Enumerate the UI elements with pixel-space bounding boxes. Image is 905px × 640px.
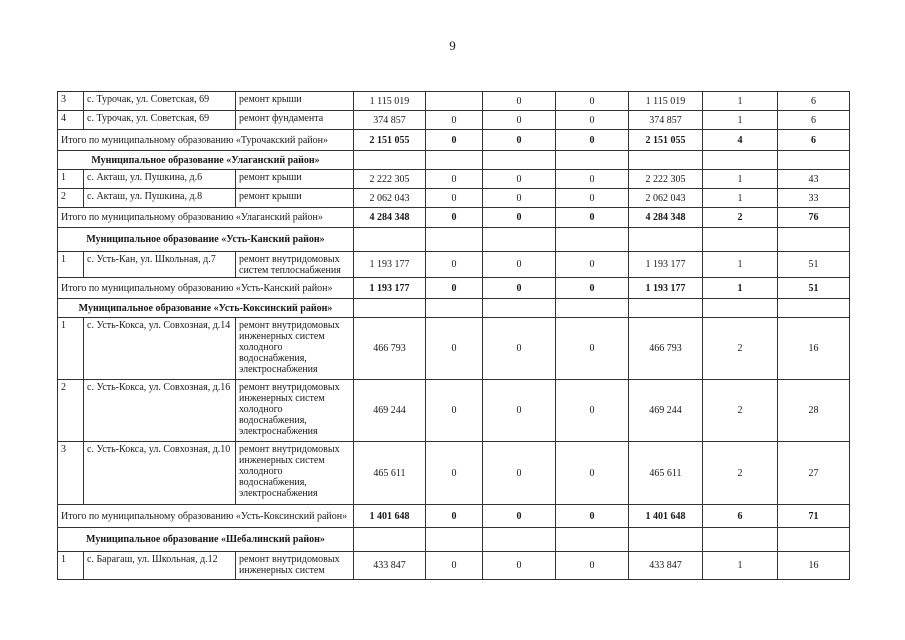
empty-cell [556,299,629,318]
value-cell: 0 [556,318,629,380]
value-cell: 2 [703,318,778,380]
value-cell: 0 [483,252,556,278]
empty-cell [778,228,850,252]
value-cell: 28 [778,380,850,442]
empty-cell [426,299,483,318]
total-value-cell: 4 284 348 [629,208,703,228]
value-cell: 466 793 [629,318,703,380]
value-cell: 0 [556,189,629,208]
value-cell: 6 [778,92,850,111]
value-cell: 465 611 [629,442,703,505]
value-cell: 0 [556,252,629,278]
total-value-cell: 2 [703,208,778,228]
value-cell: 1 [703,111,778,130]
empty-cell [556,228,629,252]
row-number: 1 [58,318,84,380]
value-cell: 1 193 177 [629,252,703,278]
value-cell: 6 [778,111,850,130]
value-cell: 0 [556,170,629,189]
value-cell: 0 [426,170,483,189]
empty-cell [483,528,556,552]
value-cell: 0 [556,111,629,130]
work-type-cell: ремонт крыши [236,92,354,111]
address-cell: с. Усть-Кокса, ул. Совхозная, д.16 [84,380,236,442]
value-cell: 0 [426,189,483,208]
table-row [58,111,850,130]
work-type-cell: ремонт внутридомовых инженерных систем [236,552,354,580]
total-row [58,208,850,228]
empty-cell [556,528,629,552]
total-value-cell: 4 284 348 [354,208,426,228]
work-type-cell: ремонт крыши [236,189,354,208]
total-row [58,278,850,299]
value-cell: 0 [483,111,556,130]
value-cell: 0 [556,92,629,111]
table-row [58,252,850,278]
empty-cell [778,151,850,170]
empty-cell [703,228,778,252]
section-heading-row [58,528,850,552]
value-cell: 469 244 [354,380,426,442]
empty-cell [354,528,426,552]
section-heading-row [58,151,850,170]
empty-cell [629,528,703,552]
total-value-cell: 1 401 648 [629,505,703,528]
address-cell: с. Турочак, ул. Советская, 69 [84,111,236,130]
value-cell: 0 [426,380,483,442]
table-row [58,442,850,505]
value-cell: 0 [426,318,483,380]
empty-cell [426,228,483,252]
value-cell [426,92,483,111]
value-cell: 0 [483,552,556,580]
row-number: 1 [58,252,84,278]
table-row [58,92,850,111]
total-value-cell: 0 [556,208,629,228]
total-value-cell: 0 [426,130,483,151]
address-cell: с. Усть-Кокса, ул. Совхозная, д.10 [84,442,236,505]
total-value-cell: 0 [483,208,556,228]
total-value-cell: 76 [778,208,850,228]
value-cell: 51 [778,252,850,278]
value-cell: 2 062 043 [354,189,426,208]
empty-cell [778,528,850,552]
empty-cell [629,151,703,170]
value-cell: 433 847 [629,552,703,580]
section-heading: Муниципальное образование «Шебалинский район» [58,528,354,552]
value-cell: 0 [483,380,556,442]
address-cell: с. Акташ, ул. Пушкина, д.8 [84,189,236,208]
work-type-cell: ремонт внутридомовых инженерных систем холодного водоснабжения, электроснабжения [236,442,354,505]
value-cell: 374 857 [629,111,703,130]
total-value-cell: 0 [483,278,556,299]
table-row [58,189,850,208]
address-cell: с. Турочак, ул. Советская, 69 [84,92,236,111]
row-number: 2 [58,380,84,442]
value-cell: 16 [778,552,850,580]
table-row [58,380,850,442]
value-cell: 2 222 305 [629,170,703,189]
total-value-cell: 2 151 055 [354,130,426,151]
empty-cell [483,151,556,170]
table-row [58,318,850,380]
total-value-cell: 51 [778,278,850,299]
work-type-cell: ремонт внутридомовых инженерных систем холодного водоснабжения, электроснабжения [236,380,354,442]
total-value-cell: 1 193 177 [629,278,703,299]
value-cell: 0 [556,380,629,442]
section-heading-row [58,299,850,318]
value-cell: 0 [556,552,629,580]
value-cell: 2 062 043 [629,189,703,208]
value-cell: 0 [483,189,556,208]
table-row [58,552,850,580]
empty-cell [426,151,483,170]
value-cell: 43 [778,170,850,189]
total-value-cell: 0 [426,505,483,528]
total-label: Итого по муниципальному образованию «Усть-Канский район» [58,278,354,299]
total-label: Итого по муниципальному образованию «Турочакский район» [58,130,354,151]
repair-program-table [57,91,850,580]
total-value-cell: 0 [426,208,483,228]
address-cell: с. Усть-Кан, ул. Школьная, д.7 [84,252,236,278]
total-value-cell: 6 [703,505,778,528]
total-value-cell: 6 [778,130,850,151]
value-cell: 0 [483,92,556,111]
value-cell: 465 611 [354,442,426,505]
total-value-cell: 0 [483,505,556,528]
empty-cell [703,151,778,170]
value-cell: 466 793 [354,318,426,380]
total-row [58,505,850,528]
row-number: 3 [58,442,84,505]
total-value-cell: 1 [703,278,778,299]
empty-cell [354,228,426,252]
empty-cell [556,151,629,170]
value-cell: 433 847 [354,552,426,580]
value-cell: 469 244 [629,380,703,442]
section-heading: Муниципальное образование «Усть-Канский район» [58,228,354,252]
address-cell: с. Акташ, ул. Пушкина, д.6 [84,170,236,189]
value-cell: 2 222 305 [354,170,426,189]
value-cell: 0 [483,170,556,189]
total-label: Итого по муниципальному образованию «Усть-Коксинский район» [58,505,354,528]
row-number: 3 [58,92,84,111]
value-cell: 16 [778,318,850,380]
section-heading: Муниципальное образование «Улаганский район» [58,151,354,170]
page-number: 9 [449,38,456,53]
total-value-cell: 1 401 648 [354,505,426,528]
value-cell: 2 [703,442,778,505]
value-cell: 0 [556,442,629,505]
total-value-cell: 4 [703,130,778,151]
value-cell: 1 [703,552,778,580]
row-number: 2 [58,189,84,208]
total-value-cell: 0 [556,130,629,151]
table-row [58,170,850,189]
empty-cell [703,528,778,552]
value-cell: 0 [426,552,483,580]
row-number: 4 [58,111,84,130]
empty-cell [483,299,556,318]
total-value-cell: 71 [778,505,850,528]
total-value-cell: 0 [556,505,629,528]
value-cell: 1 [703,189,778,208]
address-cell: с. Усть-Кокса, ул. Совхозная, д.14 [84,318,236,380]
value-cell: 33 [778,189,850,208]
value-cell: 0 [483,442,556,505]
value-cell: 27 [778,442,850,505]
empty-cell [629,299,703,318]
empty-cell [629,228,703,252]
value-cell: 1 115 019 [354,92,426,111]
total-value-cell: 1 193 177 [354,278,426,299]
total-value-cell: 2 151 055 [629,130,703,151]
total-row [58,130,850,151]
value-cell: 0 [483,318,556,380]
work-type-cell: ремонт крыши [236,170,354,189]
value-cell: 2 [703,380,778,442]
value-cell: 0 [426,111,483,130]
value-cell: 1 115 019 [629,92,703,111]
empty-cell [354,151,426,170]
section-heading: Муниципальное образование «Усть-Коксинский район» [58,299,354,318]
work-type-cell: ремонт внутридомовых инженерных систем холодного водоснабжения, электроснабжения [236,318,354,380]
total-value-cell: 0 [483,130,556,151]
empty-cell [483,228,556,252]
total-label: Итого по муниципальному образованию «Улаганский район» [58,208,354,228]
value-cell: 1 [703,252,778,278]
empty-cell [778,299,850,318]
work-type-cell: ремонт фундамента [236,111,354,130]
empty-cell [354,299,426,318]
empty-cell [426,528,483,552]
section-heading-row [58,228,850,252]
value-cell: 0 [426,442,483,505]
table-body [58,92,850,580]
value-cell: 1 193 177 [354,252,426,278]
value-cell: 374 857 [354,111,426,130]
row-number: 1 [58,170,84,189]
total-value-cell: 0 [556,278,629,299]
work-type-cell: ремонт внутридомовых систем теплоснабжения [236,252,354,278]
value-cell: 1 [703,92,778,111]
row-number: 1 [58,552,84,580]
empty-cell [703,299,778,318]
value-cell: 1 [703,170,778,189]
value-cell: 0 [426,252,483,278]
address-cell: с. Барагаш, ул. Школьная, д.12 [84,552,236,580]
total-value-cell: 0 [426,278,483,299]
